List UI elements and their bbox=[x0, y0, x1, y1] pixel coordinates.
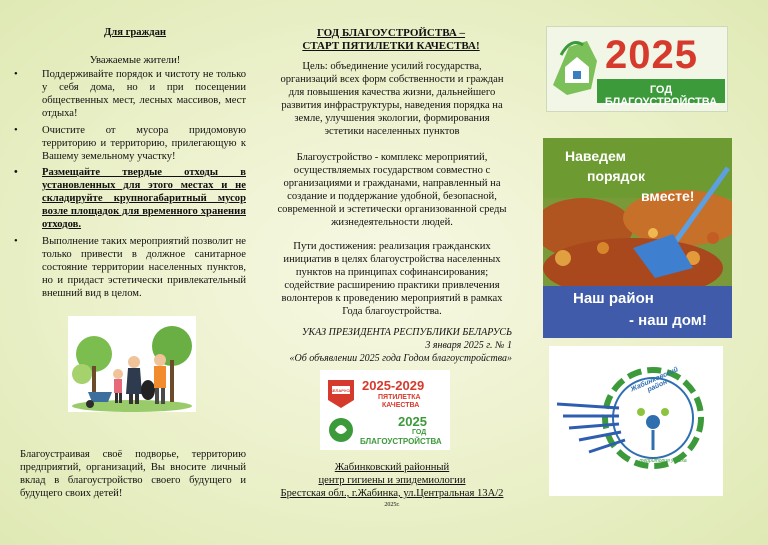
god-label: ГОД bbox=[412, 429, 427, 436]
poster-line-2: порядок bbox=[587, 168, 645, 184]
poster-line-1: Наведем bbox=[565, 148, 626, 164]
bullet-dot: • bbox=[14, 69, 18, 80]
ways-text: Пути достижения: реализация гражданских инициатив в целях благоустройства населенных пунктов на принципах софинансирования; содействие расширению практики привлечения волонтеров к проведению мероприятий в рамках Года благоустройства. bbox=[281, 241, 503, 317]
heading-citizens: Для граждан bbox=[103, 27, 167, 38]
bullet-dot: • bbox=[14, 167, 18, 178]
column-citizens bbox=[0, 0, 262, 545]
bullet-4: • Выполнение таких мероприятий позволит не только привести в должное санитарное состояние территории населенных пунктов, но и придаст эстетически привлекательный внешний вид в целом. bbox=[14, 236, 246, 299]
decree-line-3: «Об объявлении 2025 года Годом благоустройства» bbox=[289, 353, 512, 364]
poster-bottom-2: - наш дом! bbox=[629, 312, 707, 329]
district-name: Жабинковский район bbox=[629, 366, 680, 394]
bullet-dot: • bbox=[14, 125, 18, 136]
greeting: Уважаемые жители! bbox=[89, 55, 181, 66]
definition-text: Благоустройство - комплекс мероприятий, осуществляемых государством совместно с организациями и гражданами, направленный на создание и поддержание удобной, безопасной, современной и эстетически организованной среды жизнедеятельности людей. bbox=[277, 152, 507, 228]
goal-text: Цель: объединение усилий государства, организаций всех форм собственности и граждан для повышения качества жизни, дальнейшего развития инфраструктуры, наведения порядка на земле, улучшения экологии, формирования эстетики населенных пунктов bbox=[280, 61, 504, 137]
title-line-1: ГОД БЛАГОУСТРОЙСТВА – bbox=[316, 27, 466, 39]
logo-year: 2025 bbox=[605, 33, 698, 77]
pyatiletka-logo bbox=[320, 370, 450, 450]
bullet-2: • Очистите от мусора придомовую территорию и территорию, прилегающую к Вашему земельному участку! bbox=[14, 125, 246, 162]
bullet-3: • Размещайте твердые отходы в установленных для этого местах и не складируйте крупногабаритный мусор возле площадок для временного хранения отходов. bbox=[14, 167, 246, 230]
bullet-dot: • bbox=[14, 236, 18, 247]
cleanup-poster bbox=[543, 138, 732, 338]
emblem-label: БЕЛАРУСЬ bbox=[330, 388, 353, 393]
title-line-2: СТАРТ ПЯТИЛЕТКИ КАЧЕСТВА! bbox=[302, 40, 480, 52]
closing-text: Благоустраивая своё подворье, территорию предприятий, организаций, Вы вносите личный вклад в благоустройство своего будущего и будущего своих детей! bbox=[20, 449, 246, 499]
family-cleanup-illustration bbox=[68, 316, 196, 412]
year-small: 2025г. bbox=[384, 502, 400, 508]
org-line-1: Жабинковский районный bbox=[334, 462, 450, 473]
org-address: Брестская обл., г.Жабинка, ул.Центральная 13А/2 bbox=[280, 488, 504, 499]
blagoustroystva-label: БЛАГОУСТРОЙСТВА bbox=[360, 437, 442, 446]
year-2025-label: 2025 bbox=[398, 414, 427, 429]
decree-line-2: 3 января 2025 г. № 1 bbox=[425, 340, 512, 351]
kachestva-label: КАЧЕСТВА bbox=[382, 402, 420, 409]
district-subtitle: территория успеха bbox=[639, 458, 687, 464]
year-2025-logo bbox=[546, 26, 728, 112]
column-year-of-improvement bbox=[262, 0, 520, 545]
bullet-1: • Поддерживайте порядок и чистоту не только у себя дома, но и при посещении общественных мест, лесных массивов, мест отдыха! bbox=[14, 69, 246, 119]
poster-bottom-1: Наш район bbox=[573, 290, 654, 307]
poster-line-3: вместе! bbox=[641, 188, 695, 204]
district-emblem-graphic bbox=[549, 346, 723, 496]
pyatiletka-label: ПЯТИЛЕТКА bbox=[378, 394, 421, 401]
years-label: 2025-2029 bbox=[362, 378, 425, 393]
decree-line-1: УКАЗ ПРЕЗИДЕНТА РЕСПУБЛИКИ БЕЛАРУСЬ bbox=[301, 327, 512, 338]
logo-caption: ГОД БЛАГОУСТРОЙСТВА bbox=[604, 84, 718, 108]
org-line-2: центр гигиены и эпидемиологии bbox=[318, 475, 466, 486]
column-images bbox=[520, 0, 768, 545]
district-logo bbox=[549, 346, 723, 496]
